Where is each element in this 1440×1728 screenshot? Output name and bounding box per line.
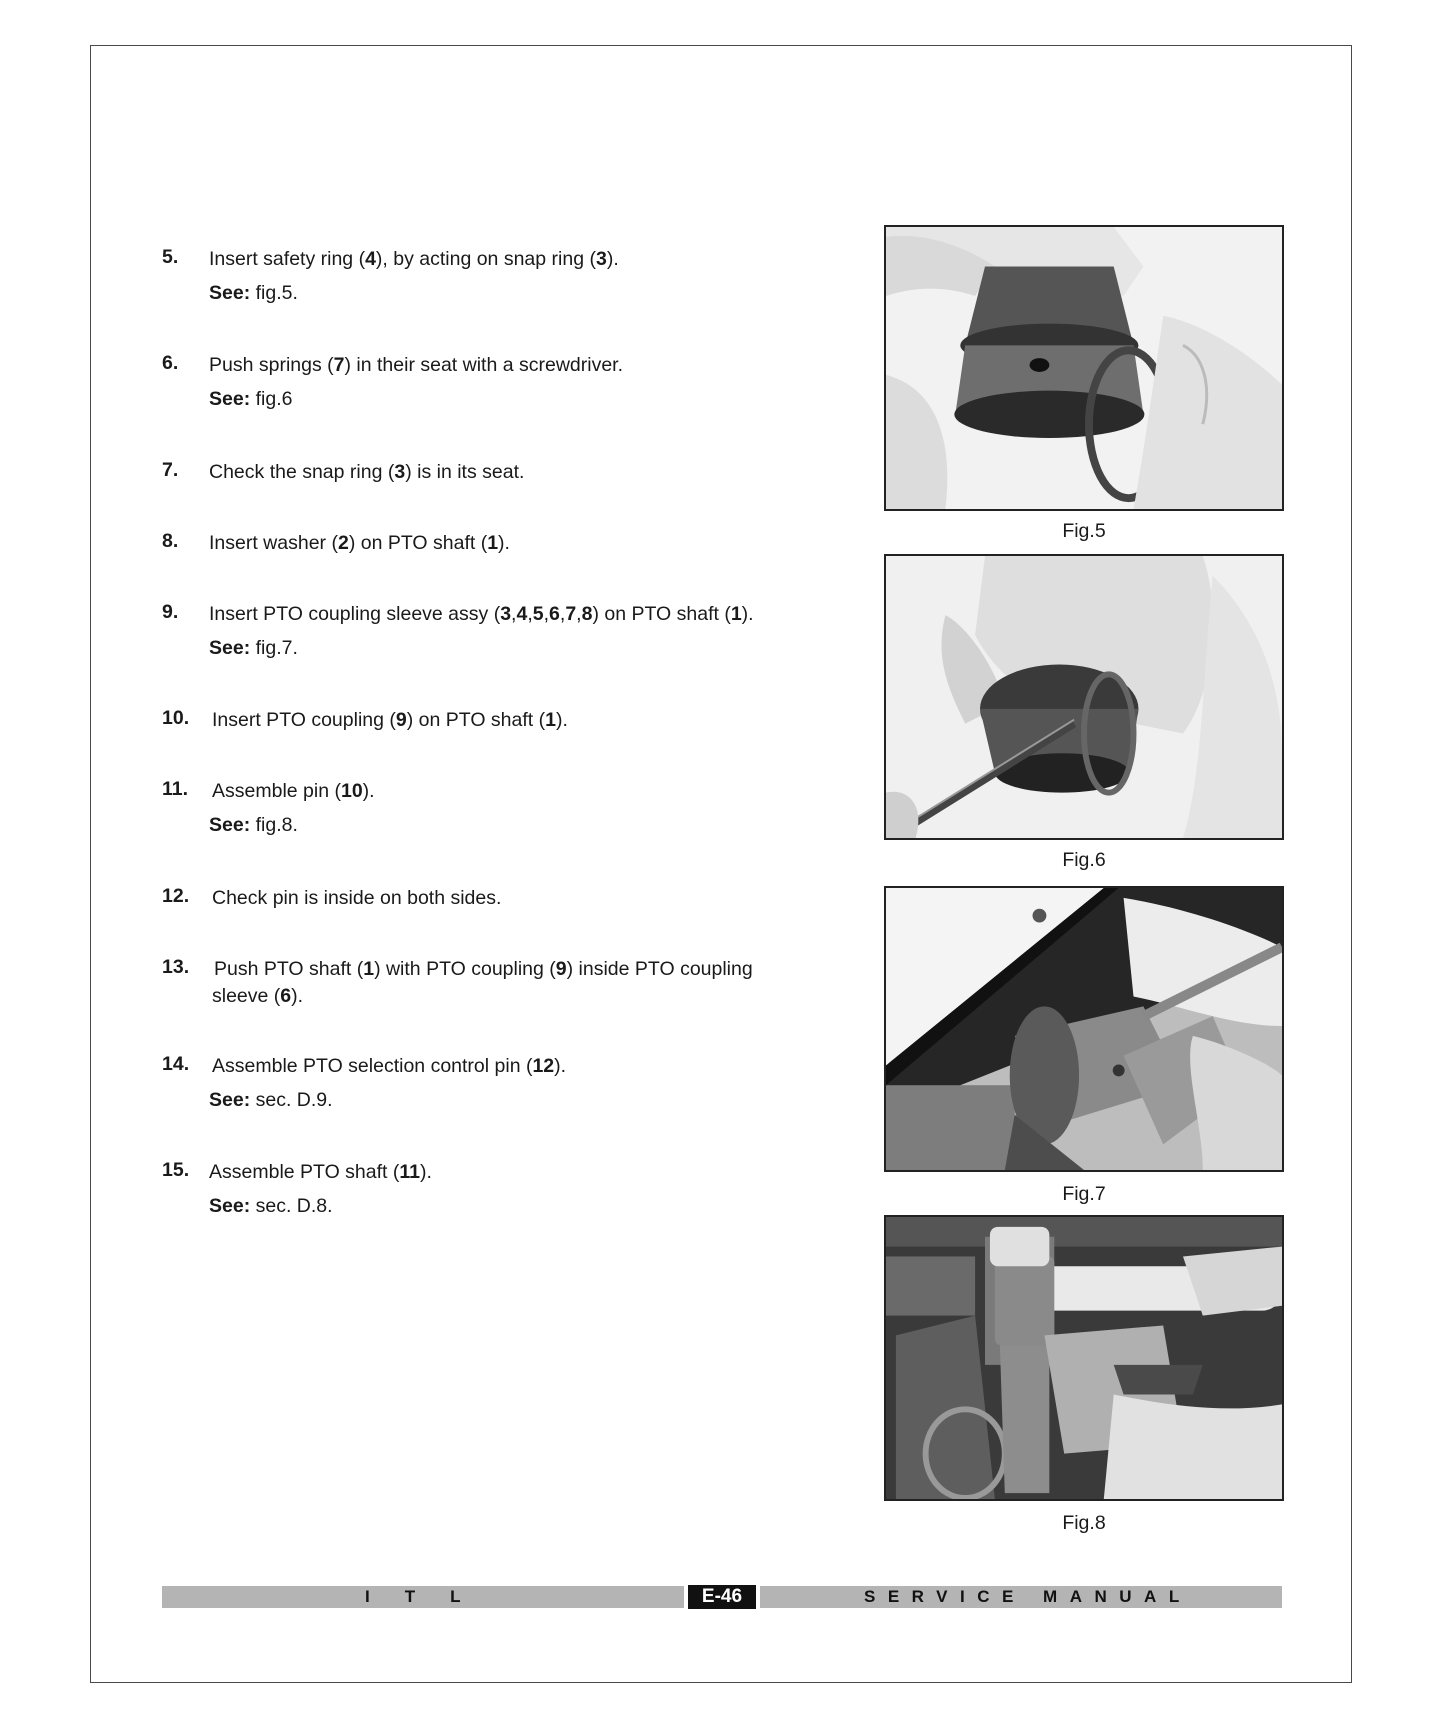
step-reference: See: sec. D.9. [209,1089,333,1111]
step-text: Push PTO shaft (1) with PTO coupling (9) inside PTO coupling sleeve (6). [212,958,753,1007]
figure-5-caption: Fig.5 [1062,520,1106,542]
step-number: 6. [162,352,179,374]
assembly-steps [0,0,800,1300]
figure-7-caption: Fig.7 [1062,1183,1106,1205]
step-number: 8. [162,530,179,552]
step-text: Check pin is inside on both sides. [212,887,502,909]
step-text: Check the snap ring (3) is in its seat. [209,461,525,483]
step-reference: See: fig.8. [209,814,298,836]
footer-manual-title: SERVICE MANUAL [864,1587,1192,1606]
step-reference: See: fig.5. [209,282,298,304]
step-number: 15. [162,1159,190,1181]
figure-7-photo [884,886,1284,1172]
step-reference: See: sec. D.8. [209,1195,333,1217]
step-number: 10. [162,707,190,729]
step-number: 11. [162,778,189,800]
step-number: 13. [162,956,190,978]
step-text: Insert safety ring (4), by acting on snap ring (3). [209,248,619,270]
step-number: 14. [162,1053,190,1075]
step-text: Push springs (7) in their seat with a screwdriver. [209,354,624,376]
step-text: Insert washer (2) on PTO shaft (1). [209,532,510,554]
step-reference: See: fig.6 [209,388,293,410]
step-text: Insert PTO coupling (9) on PTO shaft (1). [212,709,568,731]
step-text: Assemble PTO shaft (11). [209,1161,432,1183]
step-reference: See: fig.7. [209,637,298,659]
figure-8-caption: Fig.8 [1062,1512,1106,1534]
page-number: E-46 [688,1585,756,1609]
step-text: Assemble PTO selection control pin (12). [212,1055,567,1077]
figure-6-caption: Fig.6 [1062,849,1106,871]
step-number: 12. [162,885,190,907]
step-number: 9. [162,601,179,623]
figure-6-photo [884,554,1284,840]
step-text: Insert PTO coupling sleeve assy (3,4,5,6,7,8) on PTO shaft (1). [209,603,754,625]
step-text: Assemble pin (10). [212,780,375,802]
step-number: 7. [162,459,179,481]
figure-8-photo [884,1215,1284,1501]
footer-company: ITL [365,1587,496,1606]
figure-5-photo [884,225,1284,511]
step-number: 5. [162,246,179,268]
